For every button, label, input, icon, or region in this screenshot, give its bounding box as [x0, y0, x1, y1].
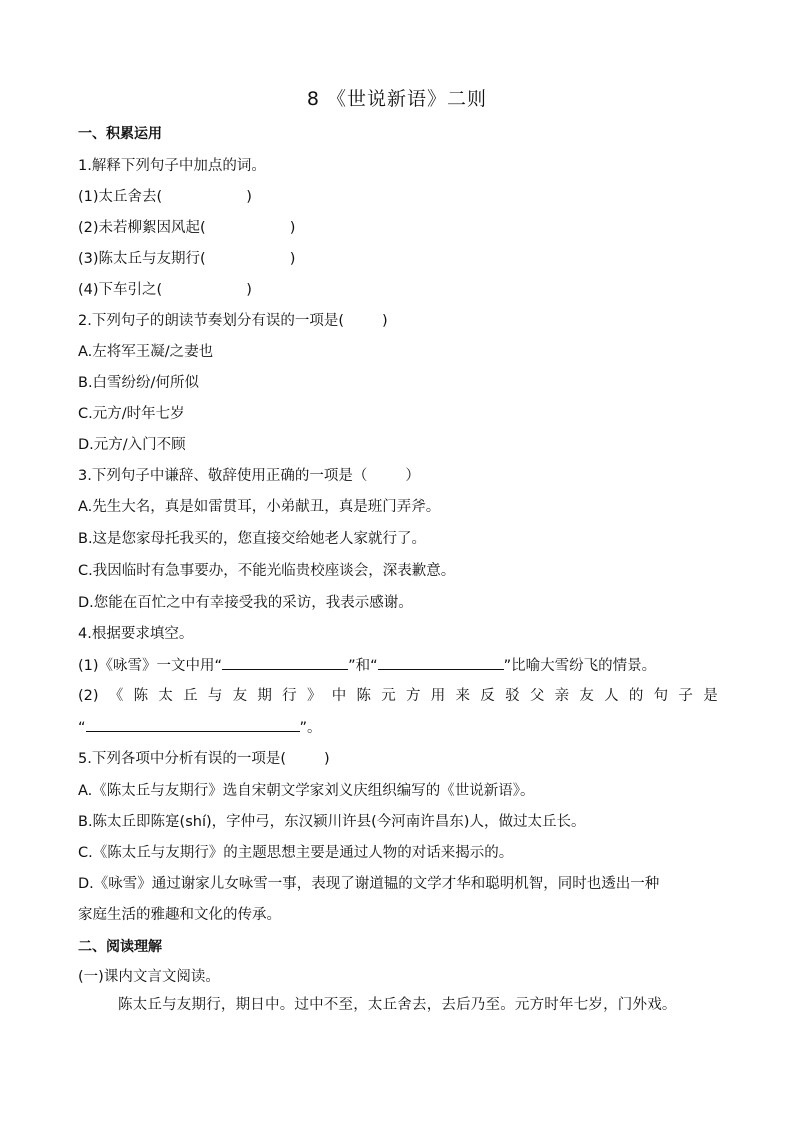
q1-item-1-text: (1)太丘舍去( — [78, 189, 163, 205]
q5-option-c: C.《陈太丘与友期行》的主题思想主要是通过人物的对话来揭示的。 — [78, 845, 514, 861]
q4-item-2-char: 中 — [331, 688, 347, 704]
q4-item-2-char: 反 — [480, 688, 495, 704]
q2-option-b: B.白雪纷纷/何所似 — [78, 375, 199, 391]
q1-item-4-text: (4)下车引之( — [78, 282, 163, 298]
q4-item-1-part-a: (1)《咏雪》一文中用“ — [78, 658, 223, 674]
q4-item-2-char: 友 — [232, 688, 248, 704]
q4-item-2-char: 陈 — [356, 688, 371, 704]
q1-item-2-text: (2)未若柳絮因风起( — [78, 220, 206, 236]
q4-item-1-part-b: ”和“ — [348, 658, 378, 674]
q5-option-b: B.陈太丘即陈寔(shí)，字仲弓，东汉颍川许县(今河南许昌东)人，做过太丘长。 — [78, 814, 586, 830]
q5-option-d: D.《咏雪》通过谢家儿女咏雪一事，表现了谢道韫的文学才华和聪明机智，同时也透出一种 — [78, 876, 660, 892]
q3-stem-close: ） — [405, 468, 420, 484]
q4-item-2-char: 人 — [604, 688, 619, 704]
q4-item-2-close-quote: ”。 — [299, 720, 322, 736]
q4-item-2-char: 《 — [108, 688, 124, 704]
q4-item-2-answer — [78, 717, 322, 738]
q4-item-2-char: 的 — [628, 688, 644, 704]
q4-item-2-char: 丘 — [183, 688, 198, 704]
q4-item-1 — [78, 655, 656, 676]
q2-option-c: C.元方/时年七岁 — [78, 406, 185, 422]
fill-blank[interactable] — [378, 655, 504, 670]
q3-stem — [78, 466, 420, 486]
q2-option-d: D.元方/入门不顾 — [78, 437, 186, 453]
q4-item-2-char: 子 — [678, 688, 693, 704]
classical-passage: 陈太丘与友期行，期日中。过中不至，太丘舍去，去后乃至。元方时年七岁，门外戏。 — [118, 997, 677, 1013]
q2-stem-close: ) — [382, 313, 388, 329]
q1-item-4 — [78, 280, 252, 300]
q4-item-2-char: 句 — [653, 688, 669, 704]
q1-item-3 — [78, 249, 295, 269]
q3-option-b: B.这是您家母托我买的，您直接交给她老人家就行了。 — [78, 531, 427, 547]
section-heading-1: 一、积累运用 — [78, 126, 162, 142]
q4-item-2-char: 行 — [282, 688, 297, 704]
q4-item-2-char: 亲 — [554, 688, 570, 704]
q4-item-2-char: 方 — [406, 688, 421, 704]
q4-item-2-char: 元 — [381, 688, 396, 704]
q4-item-2-char: 父 — [529, 688, 545, 704]
q4-item-2-char: 太 — [158, 688, 173, 704]
q3-option-c: C.我因临时有急事要办，不能光临贵校座谈会，深表歉意。 — [78, 563, 456, 579]
q5-stem — [78, 749, 330, 769]
q1-stem: 1.解释下列句子中加点的词。 — [78, 158, 266, 174]
section-heading-2: 二、阅读理解 — [78, 939, 162, 955]
q1-item-4-close: ) — [246, 282, 252, 298]
q2-stem — [78, 311, 388, 331]
q5-option-d-cont: 家庭生活的雅趣和文化的传承。 — [78, 907, 281, 923]
q5-stem-text: 5.下列各项中分析有误的一项是( — [78, 751, 286, 767]
q2-option-a: A.左将军王凝/之妻也 — [78, 344, 214, 360]
q4-item-2-char: 期 — [257, 688, 272, 704]
q1-item-1 — [78, 187, 252, 207]
q4-item-2-char: 驳 — [505, 688, 520, 704]
q4-item-2-char: 》 — [306, 688, 322, 704]
q1-item-3-text: (3)陈太丘与友期行( — [78, 251, 206, 267]
q4-item-2-char: 用 — [430, 688, 446, 704]
q1-item-3-close: ) — [289, 251, 296, 267]
q4-item-2 — [78, 686, 718, 706]
q4-item-2-char: 友 — [579, 688, 594, 704]
q4-stem: 4.根据要求填空。 — [78, 626, 194, 642]
q1-item-2-close: ) — [289, 220, 296, 236]
q3-stem-text: 3.下列句子中谦辞、敬辞使用正确的一项是（ — [78, 468, 368, 484]
q4-item-2-open-quote: “ — [78, 720, 86, 736]
q1-item-2 — [78, 218, 295, 238]
reading-subheading: (一)课内文言文阅读。 — [78, 969, 220, 985]
q1-item-1-close: ) — [246, 189, 252, 205]
q5-option-a: A.《陈太丘与友期行》选自宋朝文学家刘义庆组织编写的《世说新语》。 — [78, 783, 535, 799]
q3-option-d: D.您能在百忙之中有幸接受我的采访，我表示感谢。 — [78, 595, 413, 611]
q5-stem-close: ) — [324, 751, 330, 767]
q4-item-2-char: 与 — [207, 688, 223, 704]
page-title: 8 《世说新语》二则 — [306, 88, 488, 110]
fill-blank[interactable] — [222, 655, 348, 670]
q3-option-a: A.先生大名，真是如雷贯耳，小弟献丑，真是班门弄斧。 — [78, 499, 441, 515]
q4-item-2-char: 来 — [455, 688, 471, 704]
q4-item-2-char: 陈 — [133, 688, 149, 704]
q4-item-2-char: 是 — [703, 688, 718, 704]
q4-item-1-part-c: ”比喻大雪纷飞的情景。 — [503, 658, 657, 674]
q4-item-2-char: (2) — [78, 688, 99, 704]
fill-blank[interactable] — [86, 717, 300, 732]
q2-stem-text: 2.下列句子的朗读节奏划分有误的一项是( — [78, 313, 344, 329]
